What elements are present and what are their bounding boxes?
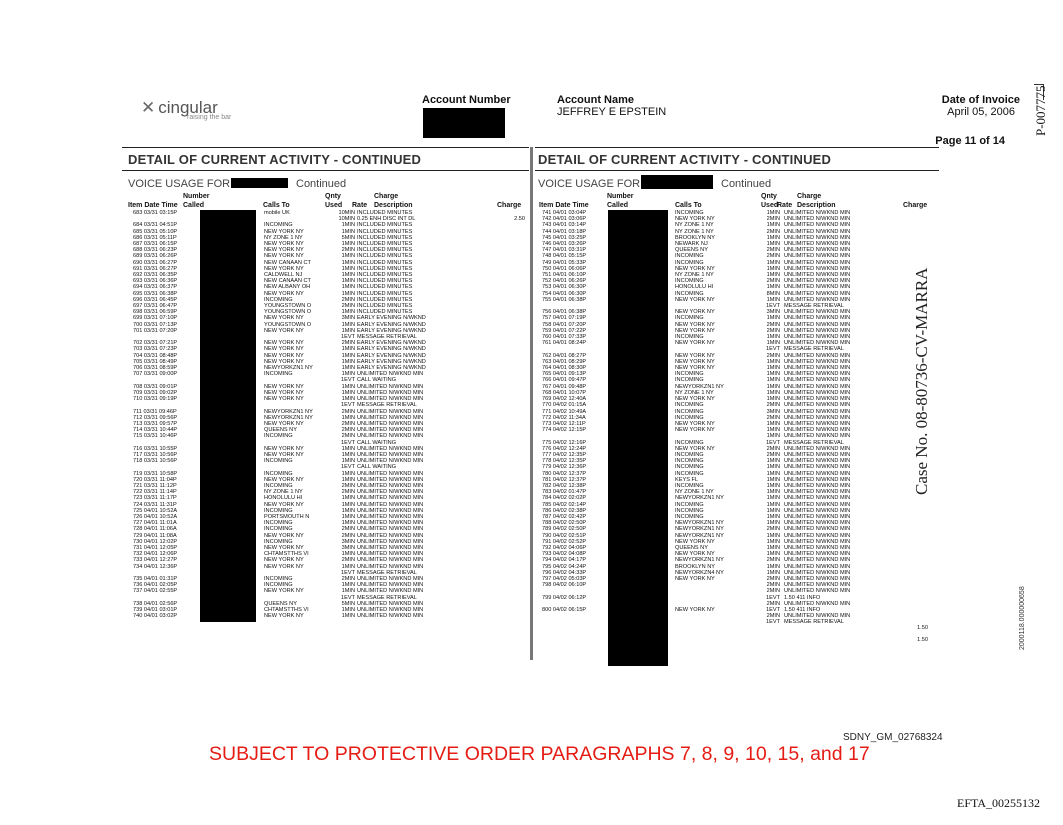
right-col-item-date-time: Item Date Time xyxy=(539,202,589,209)
invoice-date: April 05, 2006 xyxy=(947,106,1015,118)
right-voice-usage-label: VOICE USAGE FOR xyxy=(538,178,641,190)
right-continued-label: Continued xyxy=(721,178,772,190)
left-top-rule xyxy=(122,147,529,148)
left-section-title: DETAIL OF CURRENT ACTIVITY - CONTINUED xyxy=(128,152,422,167)
right-section-title: DETAIL OF CURRENT ACTIVITY - CONTINUED xyxy=(538,152,832,167)
account-number-label: Account Number xyxy=(422,94,511,106)
left-col-charge: Charge xyxy=(497,202,522,209)
brand-name: cingular xyxy=(158,98,218,117)
case-number-stamp: Case No. 08-80736-CV-MARRA xyxy=(912,267,931,495)
left-charge-column: 2.50 xyxy=(514,216,525,223)
left-qnty-column: 10MIN 10MIN 1MIN 1MIN 5MIN 1MIN 2MIN 1MIN 1MIN 1MIN 1MIN 1MIN 1MIN 1MIN 2MIN 2MIN 1MIN 3MIN 1MIN 1MIN 1EVT 2MIN 1MIN 1MIN 1MIN 1MIN 1MIN 1EVT 1MIN 1MIN 1MIN 1EVT 2MIN 1MIN 2MIN 2MIN 2MIN 1EVT 1MIN 1MIN 1MIN 1EVT 1MIN 1MIN 2MIN 2MIN 1MIN 1MIN 1MIN 1MIN 1MIN 2MIN 2MIN 3MIN 3MIN 1MIN 2MIN 1MIN 1EVT 2MIN 1MIN 1MIN 1EVT 5MIN 1MIN 1MIN xyxy=(338,210,355,620)
x-mark-icon: ✕ xyxy=(141,98,156,117)
account-name-label: Account Name xyxy=(557,94,635,106)
right-description-column: UNLIMITED N/WKND MIN UNLIMITED N/WKND MIN UNLIMITED N/WKND MIN UNLIMITED N/WKND MIN UNLIMITED N/WKND MIN UNLIMITED N/WKND MIN UNLIMITED N/WKND MIN UNLIMITED N/WKND MIN UNLIMITED N/WKND MIN UNLIMITED N/WKND MIN UNLIMITED N/WKND MIN UNLIMITED N/WKND MIN UNLIMITED N/WKND MIN UNLIMITED N/WKND MIN UNLIMITED N/WKND MIN MESSAGE RETRIEVAL UNLIMITED N/WKND MIN UNLIMITED N/WKND MIN UNLIMITED N/WKND MIN UNLIMITED N/WKND MIN UNLIMITED N/WKND MIN UNLIMITED N/WKND MIN MESSAGE RETRIEVAL UNLIMITED N/WKND MIN UNLIMITED N/WKND MIN UNLIMITED N/WKND MIN UNLIMITED N/WKND MIN UNLIMITED N/WKND MIN UNLIMITED N/WKND MIN UNLIMITED N/WKND MIN UNLIMITED N/WKND MIN UNLIMITED N/WKND MIN UNLIMITED N/WKND MIN UNLIMITED N/WKND MIN UNLIMITED N/WKND MIN UNLIMITED N/WKND MIN UNLIMITED N/WKND MIN MESSAGE RETRIEVAL UNLIMITED N/WKND MIN UNLIMITED N/WKND MIN UNLIMITED N/WKND MIN UNLIMITED N/WKND MIN UNLIMITED N/WKND MIN UNLIMITED N/WKND MIN UNLIMITED N/WKND MIN UNLIMITED N/WKND MIN UNLIMITED N/WKND MIN UNLIMITED N/WKND MIN UNLIMITED N/WKND MIN UNLIMITED N/WKND MIN UNLIMITED N/WKND MIN UNLIMITED N/WKND MIN UNLIMITED N/WKND MIN UNLIMITED N/WKND MIN UNLIMITED N/WKND MIN UNLIMITED N/WKND MIN UNLIMITED N/WKND MIN UNLIMITED N/WKND MIN UNLIMITED N/WKND MIN UNLIMITED N/WKND MIN UNLIMITED N/WKND MIN UNLIMITED N/WKND MIN 1.50 411 INFO UNLIMITED N/WKND MIN 1.50 411 INFO UNLIMITED N/WKND MIN MESSAGE RETRIEVAL xyxy=(784,210,851,626)
right-qnty-column: 1MIN 2MIN 1MIN 2MIN 1MIN 1MIN 2MIN 2MIN 1MIN 1MIN 1MIN 2MIN 1MIN 8MIN 1MIN 1EVT 3MIN 1MIN 2MIN 2MIN 1MIN 1MIN 1EVT 2MIN 1MIN 1MIN 1MIN 1MIN 1MIN 1MIN 1MIN 2MIN 3MIN 2MIN 1MIN 1MIN 1MIN 1EVT 2MIN 2MIN 1MIN 1MIN 1MIN 1MIN 1MIN 1MIN 1MIN 1MIN 1MIN 1MIN 1MIN 2MIN 1MIN 1MIN 1MIN 1MIN 2MIN 1MIN 1MIN 2MIN 2MIN 2MIN 1EVT 2MIN 1EVT 2MIN 1EVT xyxy=(766,210,780,626)
right-col-charge-description: Charge Description xyxy=(797,193,836,209)
left-title-rule xyxy=(122,170,529,171)
redaction-right-phone xyxy=(641,175,713,189)
left-col-rate: Rate xyxy=(352,202,368,209)
right-top-rule xyxy=(535,147,939,148)
left-item-lines: 683 03/31 03:15P 684 03/31 04:51P 685 03/31 05:10P 686 03/31 05:11P 687 03/31 06:15P 688 03/31 06:23P 689 03/31 06:26P 690 03/31 06:27P 691 03/31 06:27P 692 03/31 06:35P 693 03/31 06:36P 694 03/31 06:37P 695 03/31 06:38P 696 03/31 06:45P 697 03/31 06:47P 698 03/31 06:59P 699 03/31 07:10P 700 03/31 07:13P 701 03/31 07:20P 702 03/31 07:21P 703 03/31 07:23P 704 03/31 08:48P 705 03/31 08:49P 706 03/31 08:59P 707 03/31 09:00P 708 03/31 09:01P 709 03/31 09:02P 710 03/31 09:19P 711 03/31 09:46P 712 03/31 09:56P 713 03/31 09:57P 714 03/31 10:44P 715 03/31 10:46P 716 03/31 10:55P 717 03/31 10:56P 718 03/31 10:56P 719 03/31 10:58P 720 03/31 11:04P 721 03/31 11:12P 722 03/31 11:14P 723 03/31 11:17P 724 03/31 11:31P 725 04/01 10:52A 726 04/01 10:52A 727 04/01 11:01A 728 04/01 11:06A 729 04/01 11:08A 730 04/01 12:02P 731 04/01 12:05P 732 04/01 12:06P 733 04/01 12:27P 734 04/01 12:36P 735 04/01 01:31P 736 04/01 02:05P 737 04/01 02:55P 738 04/01 02:56P 739 04/01 03:01P 740 04/01 03:02P xyxy=(133,210,178,620)
right-title-rule xyxy=(535,170,939,171)
right-col-calls-to: Calls To xyxy=(675,202,702,209)
brand-tagline: raising the bar xyxy=(187,114,232,121)
efta-number: EFTA_00255132 xyxy=(957,796,1041,810)
invoice-date-label: Date of Invoice xyxy=(941,94,1020,106)
left-description-column: INCLUDED MINUTES 0.25 ENH DISC INT DL INCLUDED MINUTES INCLUDED MINUTES INCLUDED MINUTES INCLUDED MINUTES INCLUDED MINUTES INCLUDED MINUTES INCLUDED MINUTES INCLUDED MINUTES INCLUDED MINUTES INCLUDED MINUTES INCLUDED MINUTES INCLUDED MINUTES INCLUDED MINUTES INCLUDED MINUTES INCLUDED MINUTES EARLY EVENING N/WKND EARLY EVENING N/WKND EARLY EVENING N/WKND MESSAGE RETRIEVAL EARLY EVENING N/WKND EARLY EVENING N/WKND EARLY EVENING N/WKND EARLY EVENING N/WKND EARLY EVENING N/WKND UNLIMITED N/WKND MIN CALL WAITING UNLIMITED N/WKND MIN UNLIMITED N/WKND MIN UNLIMITED N/WKND MIN MESSAGE RETRIEVAL UNLIMITED N/WKND MIN UNLIMITED N/WKND MIN UNLIMITED N/WKND MIN UNLIMITED N/WKND MIN UNLIMITED N/WKND MIN CALL WAITING UNLIMITED N/WKND MIN UNLIMITED N/WKND MIN UNLIMITED N/WKND MIN CALL WAITING UNLIMITED N/WKND MIN UNLIMITED N/WKND MIN UNLIMITED N/WKND MIN UNLIMITED N/WKND MIN UNLIMITED N/WKND MIN UNLIMITED N/WKND MIN UNLIMITED N/WKND MIN UNLIMITED N/WKND MIN UNLIMITED N/WKND MIN UNLIMITED N/WKND MIN UNLIMITED N/WKND MIN UNLIMITED N/WKND MIN UNLIMITED N/WKND MIN UNLIMITED N/WKND MIN UNLIMITED N/WKND MIN UNLIMITED N/WKND MIN MESSAGE RETRIEVAL UNLIMITED N/WKND MIN UNLIMITED N/WKND MIN UNLIMITED N/WKND MIN MESSAGE RETRIEVAL UNLIMITED N/WKND MIN UNLIMITED N/WKND MIN UNLIMITED N/WKND MIN xyxy=(357,210,426,620)
redaction-left-number-column xyxy=(200,210,256,622)
column-divider xyxy=(530,147,533,660)
bates-number: SDNY_GM_02768324 xyxy=(843,732,943,743)
page-indicator: Page 11 of 14 xyxy=(935,135,1005,147)
left-col-qnty-used: Qnty Used xyxy=(325,193,343,209)
redaction-left-phone xyxy=(231,178,288,188)
right-col-number-called: Number Called xyxy=(607,193,634,209)
left-col-item-date-time: Item Date Time xyxy=(128,202,178,209)
right-col-charge: Charge xyxy=(903,202,928,209)
left-col-charge-description: Charge Description xyxy=(374,193,413,209)
right-calls-to-column: INCOMING NEW YORK NY NY ZONE 1 NY NY ZONE 1 NY BROOKLYN NY NEWARK NJ QUEENS NY INCOMING INCOMING NEW YORK NY NY ZONE 1 NY INCOMING HONOLULU HI INCOMING NEW YORK NY NEW YORK NY INCOMING NEW YORK NY NEW YORK NY INCOMING NEW YORK NY NEW YORK NY NEW YORK NY NEW YORK NY INCOMING INCOMING NEWYORKZN1 NY NY ZONE 1 NY NEW YORK NY INCOMING INCOMING INCOMING NEW YORK NY NEW YORK NY INCOMING NEW YORK NY INCOMING INCOMING INCOMING INCOMING KEYS FL INCOMING NY ZONE 1 NY NEWYORKZN1 NY INCOMING INCOMING INCOMING NEWYORKZN1 NY NEWYORKZN1 NY NEWYORKZN1 NY NEW YORK NY QUEENS NY NEW YORK NY NEWYORKZN1 NY BROOKLYN NY NEWYORKZN4 NY NEW YORK NY NEW YORK NY xyxy=(675,210,724,613)
account-name: JEFFREY E EPSTEIN xyxy=(557,106,667,118)
left-col-number-called: Number Called xyxy=(183,193,210,209)
left-calls-to-column: mobile UK INCOMING NEW YORK NY NY ZONE 1 NY NEW YORK NY NEW YORK NY NEW YORK NY NEW CANAAN CT NEW YORK NY CALDWELL NJ NEW CANAAN CT NEW ALBANY OH NEW YORK NY INCOMING YOUNGSTOWN O YOUNGSTOWN O NEW YORK NY YOUNGSTOWN O NEW YORK NY NEW YORK NY NEW YORK NY NEW YORK NY NEW YORK NY NEWYORKZN1 NY INCOMING NEW YORK NY NEW YORK NY NEW YORK NY NEWYORKZN1 NY NEWYORKZN1 NY NEW YORK NY QUEENS NY INCOMING NEW YORK NY NEW YORK NY INCOMING INCOMING NEW YORK NY INCOMING NY ZONE 1 NY HONOLULU HI NEW YORK NY INCOMING PORTSMOUTH N INCOMING INCOMING NEW YORK NY INCOMING NEW YORK NY CHTAMSTTHS VI NEW YORK NY NEW YORK NY INCOMING INCOMING NEW YORK NY QUEENS NY CHTAMSTTHS VI NEW YORK NY xyxy=(264,210,313,620)
right-charge-column: 1.50 1.50 xyxy=(917,625,928,644)
document-code: 2000118.000000658 xyxy=(1019,586,1026,650)
right-col-qnty-used: Qnty Used xyxy=(761,193,779,209)
left-col-calls-to: Calls To xyxy=(263,202,290,209)
redaction-right-number-column xyxy=(608,210,668,666)
left-voice-usage-label: VOICE USAGE FOR xyxy=(128,178,231,190)
right-col-rate: Rate xyxy=(777,202,793,209)
redaction-account-number xyxy=(423,108,505,138)
protective-order-notice: SUBJECT TO PROTECTIVE ORDER PARAGRAPHS 7, 8, 9, 10, 15, and 17 xyxy=(209,743,870,765)
right-item-lines: 741 04/01 03:04P 742 04/01 03:06P 743 04/01 03:14P 744 04/01 03:18P 745 04/01 03:25P 746 04/01 03:26P 747 04/01 03:31P 748 04/01 05:15P 749 04/01 05:33P 750 04/01 06:06P 751 04/01 06:10P 752 04/01 06:26P 753 04/01 06:30P 754 04/01 06:30P 755 04/01 06:38P 756 04/01 06:38P 757 04/01 07:19P 758 04/01 07:20P 759 04/01 07:22P 760 04/01 07:33P 761 04/01 08:24P 762 04/01 08:27P 763 04/01 08:29P 764 04/01 08:30P 765 04/01 09:13P 766 04/01 09:47P 767 04/01 09:48P 768 04/01 10:07P 769 04/02 12:40A 770 04/02 01:15A 771 04/02 10:49A 772 04/02 11:34A 773 04/02 12:11P 774 04/02 12:15P 775 04/02 12:16P 776 04/02 12:24P 777 04/02 12:35P 778 04/02 12:35P 779 04/02 12:36P 780 04/02 12:37P 781 04/02 12:37P 782 04/02 12:38P 783 04/02 01:47P 784 04/02 02:02P 785 04/02 02:14P 786 04/02 02:38P 787 04/02 02:42P 788 04/02 02:50P 789 04/02 02:50P 790 04/02 02:51P 791 04/02 02:52P 792 04/02 04:06P 793 04/02 04:08P 794 04/02 04:17P 795 04/02 04:24P 796 04/02 04:33P 797 04/02 05:03P 798 04/02 06:10P 799 04/02 06:12P 800 04/02 06:15P xyxy=(542,210,587,613)
left-continued-label: Continued xyxy=(296,178,347,190)
page-stamp: P-007775 xyxy=(1033,85,1048,136)
